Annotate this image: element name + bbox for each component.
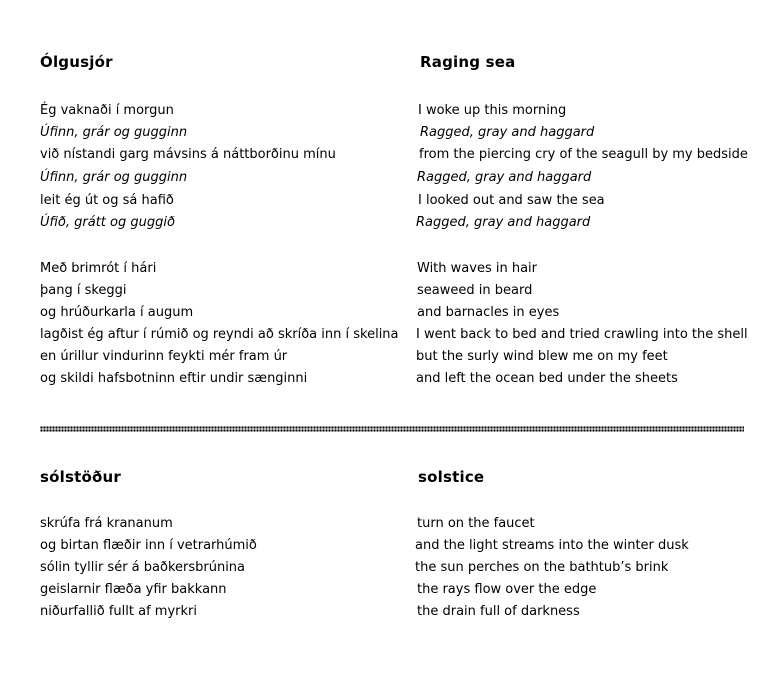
poem1-en-line-12: and left the ocean bed under the sheets [416,371,678,386]
poem1-en-line-6: Ragged, gray and haggard [416,215,591,230]
poem1-en-line-2: Ragged, gray and haggard [420,125,595,140]
poem1-is-line-12: og skildi hafsbotninn eftir undir sænginni [40,371,308,386]
poem2-title-icelandic: sólstöður [40,468,121,486]
poem1-is-line-3: við nístandi garg mávsins á náttborðinu mínu [40,147,336,162]
poem2-en-line-4: the rays flow over the edge [417,582,597,597]
poem1-en-line-10: I went back to bed and tried crawling into the shell [416,327,748,342]
poem1-is-line-8: þang í skeggi [40,283,127,298]
poem1-en-line-3: from the piercing cry of the seagull by my bedside [419,147,748,162]
poem1-en-line-7: With waves in hair [417,261,537,276]
poem2-title-english: solstice [418,468,485,486]
poem1-en-line-5: I looked out and saw the sea [418,193,605,208]
poem1-en-line-11: but the surly wind blew me on my feet [416,349,668,364]
poem1-is-line-1: Ég vaknaði í morgun [40,103,174,118]
poem1-en-line-4: Ragged, gray and haggard [417,170,592,185]
poem1-is-line-7: Með brimrót í hári [40,261,157,276]
poem2-en-line-5: the drain full of darkness [417,604,580,619]
poem1-is-line-4: Úfinn, grár og gugginn [40,170,188,185]
dotted-divider [40,426,744,432]
poem2-is-line-4: geislarnir flæða yfir bakkann [40,582,227,597]
poem2-is-line-3: sólin tyllir sér á baðkersbrúnina [40,560,246,575]
poem2-en-line-2: and the light streams into the winter dusk [415,538,689,553]
poem2-en-line-1: turn on the faucet [417,516,535,531]
poem1-is-line-11: en úrillur vindurinn feykti mér fram úr [40,349,288,364]
poem2-is-line-1: skrúfa frá krananum [40,516,173,531]
poem1-is-line-2: Úfinn, grár og gugginn [40,125,188,140]
poem1-is-line-6: Úfið, grátt og guggið [40,215,175,230]
poem1-title-icelandic: Ólgusjór [40,53,113,71]
poem2-is-line-2: og birtan flæðir inn í vetrarhúmið [40,538,257,553]
poem1-title-english: Raging sea [420,53,516,71]
poem1-en-line-8: seaweed in beard [417,283,533,298]
poem2-en-line-3: the sun perches on the bathtub’s brink [415,560,669,575]
poem1-is-line-9: og hrúðurkarla í augum [40,305,194,320]
poem1-en-line-1: I woke up this morning [418,103,567,118]
poem1-is-line-5: leit ég út og sá hafið [40,193,174,208]
poem2-is-line-5: niðurfallið fullt af myrkri [40,604,197,619]
poem1-is-line-10: lagðist ég aftur í rúmið og reyndi að skríða inn í skelina [40,327,399,342]
poem1-en-line-9: and barnacles in eyes [417,305,560,320]
